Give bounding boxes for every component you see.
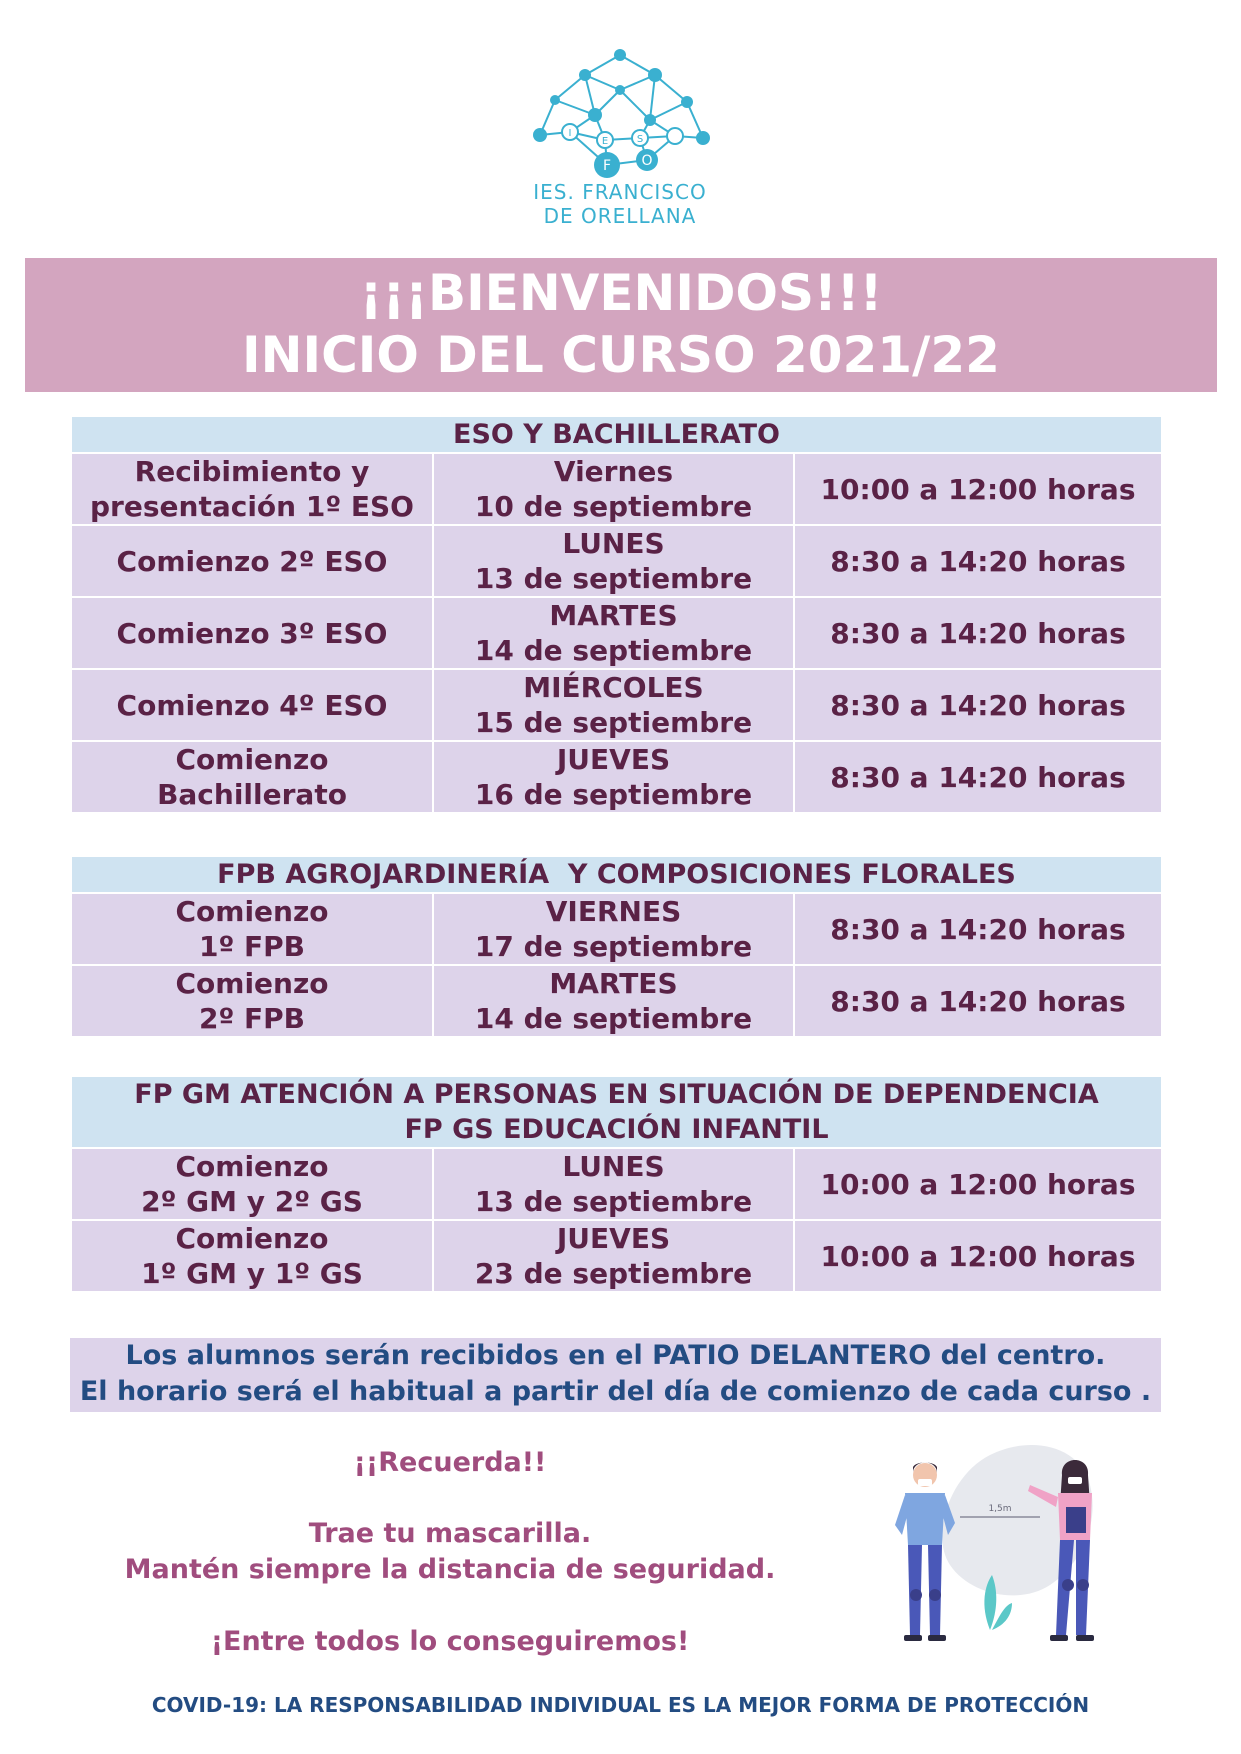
date-cell: VIERNES 17 de septiembre (433, 893, 794, 965)
social-distance-illustration (880, 1435, 1130, 1665)
table-row (71, 965, 1162, 1037)
covid-footer: COVID-19: LA RESPONSABILIDAD INDIVIDUAL ES LA MEJOR FORMA DE PROTECCIÓN (151, 1693, 1090, 1717)
note-line1: Los alumnos serán recibidos en el PATIO DELANTERO del centro. (125, 1340, 1106, 1371)
table-row (71, 597, 1162, 669)
fpb-table-header: FPB AGROJARDINERÍA Y COMPOSICIONES FLORALES (71, 856, 1162, 893)
course-cell: Comienzo Bachillerato (71, 741, 433, 813)
distance-label: 1,5m (988, 1504, 1012, 1514)
date-cell: Viernes 10 de septiembre (433, 453, 794, 525)
course-cell: Comienzo 2º GM y 2º GS (71, 1148, 433, 1220)
course-cell: Comienzo 4º ESO (71, 669, 433, 741)
table-row (71, 669, 1162, 741)
note-line2: El horario será el habitual a partir del día de comienzo de cada curso . (79, 1376, 1152, 1407)
course-cell: Comienzo 1º FPB (71, 893, 433, 965)
time-cell: 8:30 a 14:20 horas (794, 525, 1162, 597)
course-cell: Comienzo 2º FPB (71, 965, 433, 1037)
banner-title: ¡¡¡BIENVENIDOS!!! (359, 264, 883, 322)
table-row (71, 1148, 1162, 1220)
course-cell: Comienzo 2º ESO (71, 525, 433, 597)
school-name-line2: DE ORELLANA (543, 204, 697, 228)
course-cell: Comienzo 1º GM y 1º GS (71, 1220, 433, 1292)
fpb-schedule-table (70, 855, 1163, 1038)
logo-letter-o: O (641, 153, 653, 169)
school-name-line1: IES. FRANCISCO (533, 180, 707, 204)
time-cell: 8:30 a 14:20 horas (794, 965, 1162, 1037)
date-cell: LUNES 13 de septiembre (433, 525, 794, 597)
date-cell: JUEVES 16 de septiembre (433, 741, 794, 813)
logo-letter-s: S (636, 134, 644, 145)
arrival-note (70, 1338, 1161, 1412)
date-cell: MIÉRCOLES 15 de septiembre (433, 669, 794, 741)
reminder-title: ¡¡Recuerda!! (353, 1447, 547, 1478)
table-row (71, 1220, 1162, 1292)
welcome-banner (25, 258, 1217, 392)
table-row (71, 453, 1162, 525)
time-cell: 10:00 a 12:00 horas (794, 1148, 1162, 1220)
date-cell: MARTES 14 de septiembre (433, 597, 794, 669)
reminder-together: ¡Entre todos lo conseguiremos! (210, 1626, 690, 1657)
banner-subtitle: INICIO DEL CURSO 2021/22 (242, 326, 1000, 384)
eso-table-header: ESO Y BACHILLERATO (71, 416, 1162, 453)
course-cell: Comienzo 3º ESO (71, 597, 433, 669)
date-cell: JUEVES 23 de septiembre (433, 1220, 794, 1292)
logo-letter-f: F (602, 158, 612, 174)
table-row (71, 893, 1162, 965)
time-cell: 8:30 a 14:20 horas (794, 669, 1162, 741)
table-row (71, 741, 1162, 813)
logo-letter-i: I (568, 128, 572, 139)
time-cell: 8:30 a 14:20 horas (794, 893, 1162, 965)
fp-header-line2: FP GS EDUCACIÓN INFANTIL (404, 1114, 829, 1145)
school-logo (470, 40, 770, 250)
fp-table-header (71, 1076, 1162, 1148)
reminder-mask: Trae tu mascarilla. (308, 1518, 592, 1549)
time-cell: 10:00 a 12:00 horas (794, 453, 1162, 525)
time-cell: 8:30 a 14:20 horas (794, 597, 1162, 669)
date-cell: LUNES 13 de septiembre (433, 1148, 794, 1220)
time-cell: 10:00 a 12:00 horas (794, 1220, 1162, 1292)
reminder-distance: Mantén siempre la distancia de seguridad. (124, 1554, 776, 1585)
logo-letter-e: E (601, 136, 609, 147)
time-cell: 8:30 a 14:20 horas (794, 741, 1162, 813)
fp-schedule-table (70, 1075, 1163, 1293)
network-globe-icon (515, 40, 725, 180)
fp-header-line1: FP GM ATENCIÓN A PERSONAS EN SITUACIÓN DE DEPENDENCIA (134, 1079, 1099, 1110)
eso-schedule-table (70, 415, 1163, 814)
date-cell: MARTES 14 de septiembre (433, 965, 794, 1037)
course-cell: Recibimiento y presentación 1º ESO (71, 453, 433, 525)
table-row (71, 525, 1162, 597)
